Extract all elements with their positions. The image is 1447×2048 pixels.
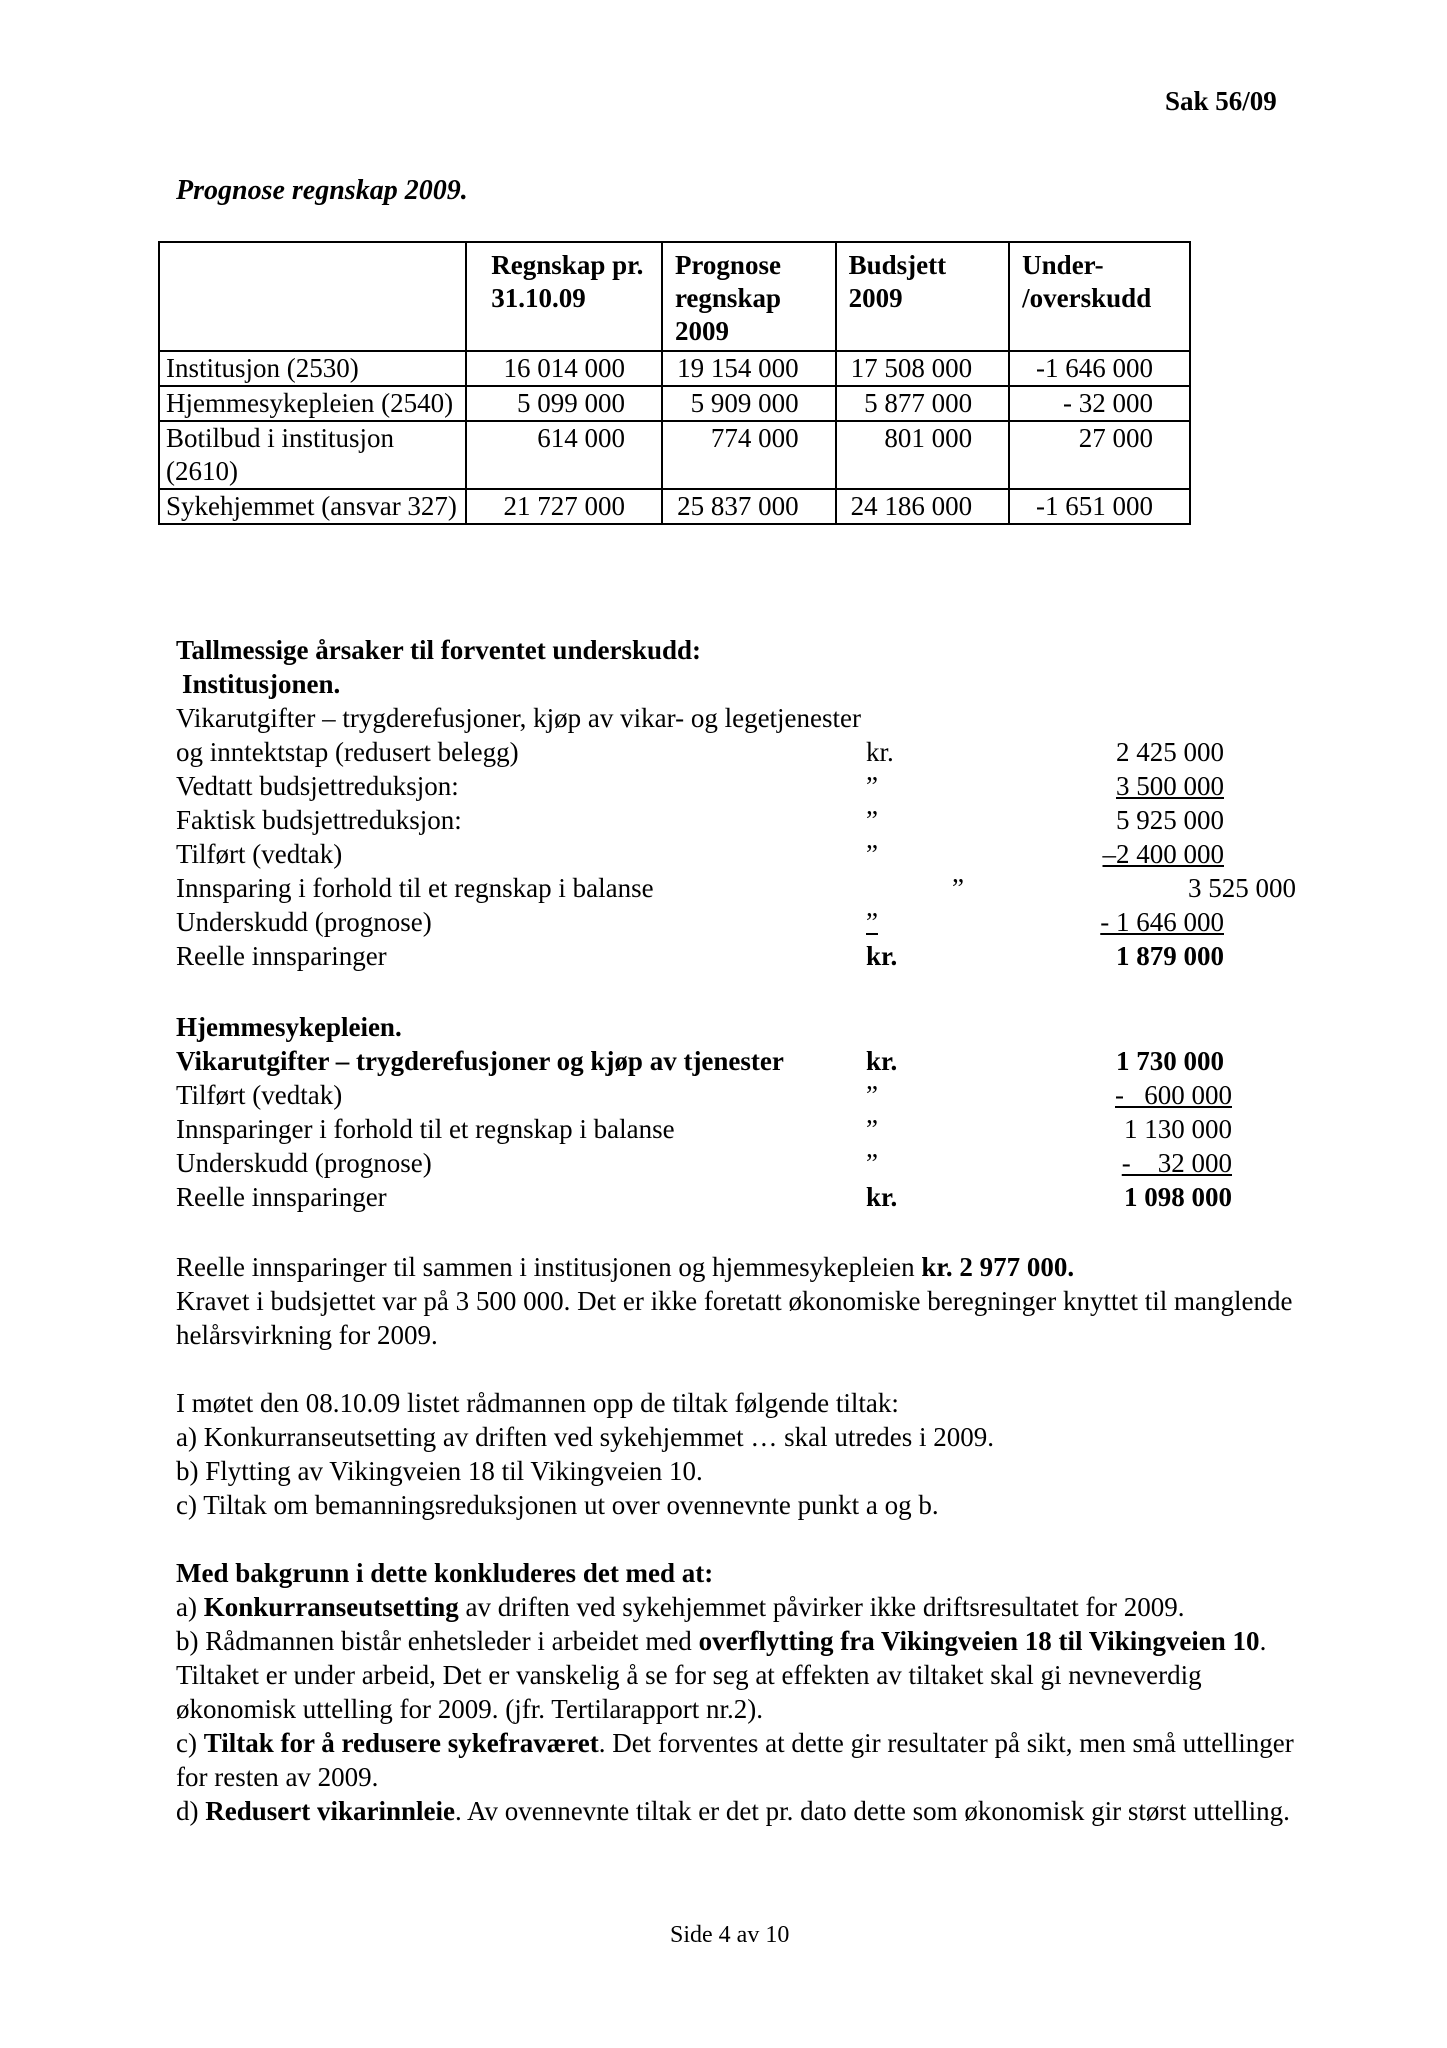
meeting-intro: I møtet den 08.10.09 listet rådmannen opp de tiltak følgende tiltak: — [176, 1388, 899, 1418]
item-mark: ” — [866, 771, 878, 801]
table-header-row — [159, 242, 1190, 351]
item-mark: ” — [866, 1080, 878, 1110]
list-item — [176, 803, 1224, 837]
section1-line1: Vikarutgifter – trygderefusjoner, kjøp av vikar- og legetjenester — [176, 703, 862, 733]
item-mark: kr. — [866, 1046, 898, 1076]
row-label: Institusjon (2530) — [159, 351, 466, 386]
page-footer: Side 4 av 10 — [670, 1922, 790, 1948]
item-amount: 3 525 000 — [1188, 873, 1296, 903]
item-label: Tilført (vedtak) — [176, 1080, 343, 1110]
item-label: Underskudd (prognose) — [176, 1148, 432, 1178]
summary-line1 — [176, 1250, 1306, 1284]
section1-heading: Tallmessige årsaker til forventet underskudd: — [176, 635, 702, 665]
item-label: Reelle innsparinger — [176, 1182, 387, 1212]
summary-text: Reelle innsparinger til sammen i institusjonen og hjemmesykepleien — [176, 1252, 922, 1282]
table-row — [159, 489, 1190, 524]
conclusion-paragraph — [176, 1556, 1306, 1828]
summary-line2: Kravet i budsjettet var på 3 500 000. Det er ikke foretatt økonomiske beregninger knyttet til manglende helårsvirkning for 2009. — [176, 1286, 1293, 1350]
list-item — [176, 735, 1224, 769]
cell-budsjett: 801 000 — [836, 421, 1010, 489]
item-amount: 1 130 000 — [1124, 1114, 1232, 1144]
cell-budsjett: 5 877 000 — [836, 386, 1010, 421]
cell-regnskap: 5 099 000 — [466, 386, 662, 421]
item-amount: 3 500 000 — [1116, 771, 1224, 801]
conclusion-item-b: b) Rådmannen bistår enhetsleder i arbeidet med overflytting fra Vikingveien 18 til Vikingveien 10. Tiltaket er under arbeid, Det er vanskelig å se for seg at effekten av tiltaket skal gi nevneverdig økonomisk uttelling for 2009. (jfr. Tertilarapport nr.2). — [176, 1626, 1267, 1724]
cell-avvik: -1 651 000 — [1009, 489, 1190, 524]
cell-budsjett: 24 186 000 — [836, 489, 1010, 524]
list-item — [176, 1078, 1232, 1112]
item-mark: ” — [866, 805, 878, 835]
summary-total: kr. 2 977 000. — [921, 1252, 1075, 1282]
item-label: Faktisk budsjettreduksjon: — [176, 805, 462, 835]
case-reference: Sak 56/09 — [1165, 86, 1277, 116]
item-amount: –2 400 000 — [1102, 839, 1224, 869]
list-item — [176, 1146, 1232, 1180]
meeting-paragraph — [176, 1386, 1306, 1522]
item-amount: 1 879 000 — [1116, 941, 1224, 971]
list-item — [176, 1044, 1224, 1078]
budget-table — [158, 241, 1191, 525]
cell-avvik: -1 646 000 — [1009, 351, 1190, 386]
item-label: Vikarutgifter – trygderefusjoner og kjøp av tjenester — [176, 1046, 784, 1076]
list-item — [176, 1112, 1232, 1146]
conclusion-item-c: c) Tiltak for å redusere sykefraværet. Det forventes at dette gir resultater på sikt, men små uttellinger for resten av 2009. — [176, 1728, 1294, 1792]
list-item: b) Flytting av Vikingveien 18 til Vikingveien 10. — [176, 1456, 703, 1486]
list-item — [176, 905, 1224, 939]
item-mark: ” — [866, 839, 878, 869]
item-mark: kr. — [866, 941, 898, 971]
cell-regnskap: 16 014 000 — [466, 351, 662, 386]
header-cell-avvik: Under- /overskudd — [1009, 242, 1190, 351]
table-row — [159, 351, 1190, 386]
header-cell-budsjett: Budsjett 2009 — [836, 242, 1010, 351]
conclusion-item-d: d) Redusert vikarinnleie. Av ovennevnte tiltak er det pr. dato dette som økonomisk gir størst uttelling. — [176, 1796, 1290, 1826]
item-mark: ” — [866, 1148, 878, 1178]
list-item — [176, 939, 1224, 973]
header-cell-prognose: Prognose regnskap 2009 — [662, 242, 836, 351]
item-amount: - 1 646 000 — [1100, 907, 1224, 937]
list-item — [176, 837, 1224, 871]
list-item: c) Tiltak om bemanningsreduksjonen ut over ovennevnte punkt a og b. — [176, 1490, 939, 1520]
cell-prognose: 774 000 — [662, 421, 836, 489]
item-amount: 1 098 000 — [1124, 1182, 1232, 1212]
row-label: Botilbud i institusjon (2610) — [159, 421, 466, 489]
conclusion-item-a: a) Konkurranseutsetting av driften ved sykehjemmet påvirker ikke driftsresultatet for 2009. — [176, 1592, 1185, 1622]
header-cell-regnskap: Regnskap pr. 31.10.09 — [466, 242, 662, 351]
item-mark: kr. — [866, 1182, 898, 1212]
cell-prognose: 19 154 000 — [662, 351, 836, 386]
item-mark: ” — [866, 907, 878, 937]
list-item — [176, 769, 1224, 803]
list-item: a) Konkurranseutsetting av driften ved sykehjemmet … skal utredes i 2009. — [176, 1422, 995, 1452]
item-label: Reelle innsparinger — [176, 941, 387, 971]
list-item — [176, 871, 1296, 905]
conclusion-heading: Med bakgrunn i dette konkluderes det med at: — [176, 1558, 714, 1588]
row-label: Sykehjemmet (ansvar 327) — [159, 489, 466, 524]
cell-avvik: 27 000 — [1009, 421, 1190, 489]
item-label: Vedtatt budsjettreduksjon: — [176, 771, 459, 801]
cell-regnskap: 614 000 — [466, 421, 662, 489]
row-label: Hjemmesykepleien (2540) — [159, 386, 466, 421]
cell-prognose: 25 837 000 — [662, 489, 836, 524]
cell-budsjett: 17 508 000 — [836, 351, 1010, 386]
list-item — [176, 1180, 1232, 1214]
cell-prognose: 5 909 000 — [662, 386, 836, 421]
item-mark: kr. — [866, 737, 894, 767]
item-label: Tilført (vedtak) — [176, 839, 343, 869]
item-amount: 5 925 000 — [1116, 805, 1224, 835]
item-label: Underskudd (prognose) — [176, 907, 432, 937]
section1-subheading: Institusjonen. — [182, 669, 341, 699]
cell-regnskap: 21 727 000 — [466, 489, 662, 524]
item-mark: ” — [952, 873, 964, 903]
item-label: Innsparinger i forhold til et regnskap i balanse — [176, 1114, 675, 1144]
item-label: og inntektstap (redusert belegg) — [176, 737, 519, 767]
cell-avvik: - 32 000 — [1009, 386, 1190, 421]
table-row — [159, 421, 1190, 489]
item-amount: 2 425 000 — [1116, 737, 1224, 767]
item-amount: - 600 000 — [1115, 1080, 1232, 1110]
page-title: Prognose regnskap 2009. — [176, 175, 468, 206]
item-label: Innsparing i forhold til et regnskap i balanse — [176, 873, 654, 903]
item-amount: 1 730 000 — [1116, 1046, 1224, 1076]
summary-paragraph — [176, 1250, 1306, 1352]
header-cell-empty — [159, 242, 466, 351]
item-mark: ” — [866, 1114, 878, 1144]
section2-heading: Hjemmesykepleien. — [176, 1012, 402, 1042]
table-row — [159, 386, 1190, 421]
item-amount: - 32 000 — [1121, 1148, 1232, 1178]
